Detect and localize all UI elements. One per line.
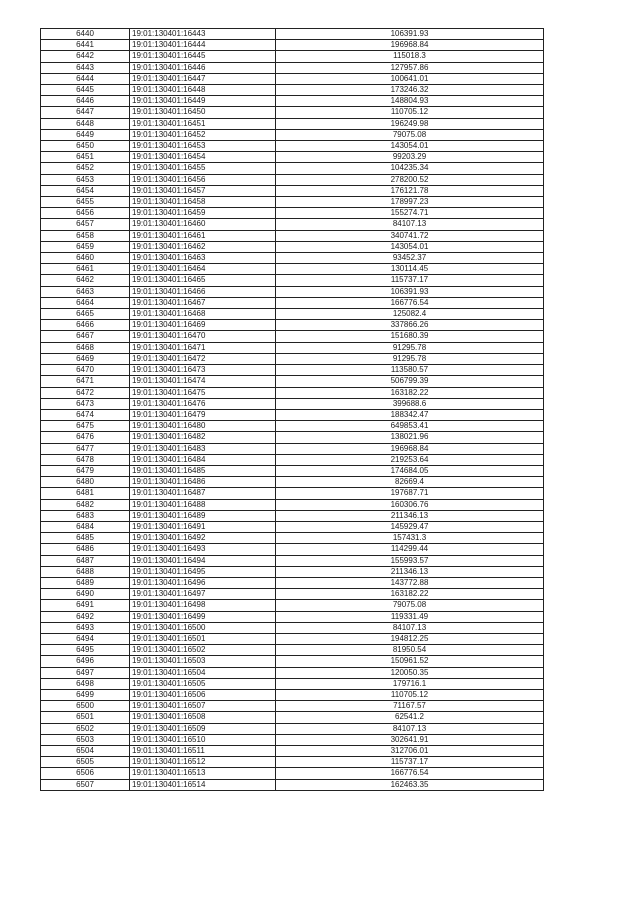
row-number-cell: 6479 [41, 465, 130, 476]
cadastral-number-cell: 19:01:130401:16463 [130, 253, 276, 264]
table-row [41, 331, 544, 342]
amount-cell: 104235.34 [276, 163, 544, 174]
row-number-cell: 6471 [41, 376, 130, 387]
row-number-cell: 6506 [41, 768, 130, 779]
row-number-cell: 6442 [41, 51, 130, 62]
table-row [41, 768, 544, 779]
row-number-cell: 6482 [41, 499, 130, 510]
amount-cell: 79075.08 [276, 129, 544, 140]
cadastral-number-cell: 19:01:130401:16505 [130, 678, 276, 689]
cadastral-number-cell: 19:01:130401:16444 [130, 40, 276, 51]
table-row [41, 645, 544, 656]
amount-cell: 99203.29 [276, 152, 544, 163]
amount-cell: 196968.84 [276, 443, 544, 454]
table-row [41, 633, 544, 644]
row-number-cell: 6484 [41, 521, 130, 532]
cadastral-number-cell: 19:01:130401:16456 [130, 174, 276, 185]
table-row [41, 342, 544, 353]
amount-cell: 155993.57 [276, 555, 544, 566]
table-row [41, 533, 544, 544]
row-number-cell: 6460 [41, 253, 130, 264]
amount-cell: 197687.71 [276, 488, 544, 499]
amount-cell: 120050.35 [276, 667, 544, 678]
cadastral-number-cell: 19:01:130401:16460 [130, 219, 276, 230]
amount-cell: 148804.93 [276, 96, 544, 107]
table-row [41, 488, 544, 499]
table-row [41, 208, 544, 219]
amount-cell: 114299.44 [276, 544, 544, 555]
cadastral-number-cell: 19:01:130401:16487 [130, 488, 276, 499]
amount-cell: 84107.13 [276, 219, 544, 230]
cadastral-number-cell: 19:01:130401:16510 [130, 734, 276, 745]
amount-cell: 71167.57 [276, 701, 544, 712]
cadastral-number-cell: 19:01:130401:16498 [130, 600, 276, 611]
amount-cell: 155274.71 [276, 208, 544, 219]
cadastral-number-cell: 19:01:130401:16472 [130, 353, 276, 364]
cadastral-number-cell: 19:01:130401:16448 [130, 85, 276, 96]
row-number-cell: 6489 [41, 577, 130, 588]
amount-cell: 337866.26 [276, 320, 544, 331]
cadastral-number-cell: 19:01:130401:16500 [130, 622, 276, 633]
amount-cell: 179716.1 [276, 678, 544, 689]
table-row [41, 477, 544, 488]
table-row [41, 73, 544, 84]
cadastral-number-cell: 19:01:130401:16479 [130, 409, 276, 420]
cadastral-number-cell: 19:01:130401:16513 [130, 768, 276, 779]
cadastral-number-cell: 19:01:130401:16466 [130, 286, 276, 297]
amount-cell: 79075.08 [276, 600, 544, 611]
amount-cell: 84107.13 [276, 622, 544, 633]
table-row [41, 309, 544, 320]
table-row [41, 667, 544, 678]
cadastral-number-cell: 19:01:130401:16468 [130, 309, 276, 320]
row-number-cell: 6458 [41, 230, 130, 241]
row-number-cell: 6445 [41, 85, 130, 96]
cadastral-number-cell: 19:01:130401:16467 [130, 297, 276, 308]
cadastral-number-cell: 19:01:130401:16494 [130, 555, 276, 566]
row-number-cell: 6454 [41, 185, 130, 196]
row-number-cell: 6451 [41, 152, 130, 163]
table-row [41, 253, 544, 264]
row-number-cell: 6472 [41, 387, 130, 398]
table-row [41, 443, 544, 454]
row-number-cell: 6480 [41, 477, 130, 488]
row-number-cell: 6452 [41, 163, 130, 174]
table-row [41, 544, 544, 555]
cadastral-number-cell: 19:01:130401:16501 [130, 633, 276, 644]
amount-cell: 143054.01 [276, 141, 544, 152]
table-row [41, 746, 544, 757]
row-number-cell: 6497 [41, 667, 130, 678]
cadastral-number-cell: 19:01:130401:16504 [130, 667, 276, 678]
row-number-cell: 6466 [41, 320, 130, 331]
amount-cell: 106391.93 [276, 29, 544, 40]
row-number-cell: 6478 [41, 454, 130, 465]
row-number-cell: 6448 [41, 118, 130, 129]
row-number-cell: 6494 [41, 633, 130, 644]
table-row [41, 62, 544, 73]
amount-cell: 106391.93 [276, 286, 544, 297]
table-row [41, 241, 544, 252]
amount-cell: 278200.52 [276, 174, 544, 185]
cadastral-number-cell: 19:01:130401:16495 [130, 566, 276, 577]
cadastral-number-cell: 19:01:130401:16461 [130, 230, 276, 241]
table-row [41, 353, 544, 364]
table-row [41, 275, 544, 286]
table-row [41, 118, 544, 129]
cadastral-number-cell: 19:01:130401:16476 [130, 398, 276, 409]
amount-cell: 194812.25 [276, 633, 544, 644]
amount-cell: 160306.76 [276, 499, 544, 510]
cadastral-number-cell: 19:01:130401:16451 [130, 118, 276, 129]
table-row [41, 365, 544, 376]
amount-cell: 82669.4 [276, 477, 544, 488]
amount-cell: 312706.01 [276, 746, 544, 757]
amount-cell: 188342.47 [276, 409, 544, 420]
table-row [41, 454, 544, 465]
table-row [41, 85, 544, 96]
amount-cell: 176121.78 [276, 185, 544, 196]
amount-cell: 130114.45 [276, 264, 544, 275]
row-number-cell: 6463 [41, 286, 130, 297]
cadastral-number-cell: 19:01:130401:16470 [130, 331, 276, 342]
row-number-cell: 6455 [41, 197, 130, 208]
cadastral-number-cell: 19:01:130401:16497 [130, 589, 276, 600]
table-row [41, 734, 544, 745]
amount-cell: 163182.22 [276, 589, 544, 600]
amount-cell: 84107.13 [276, 723, 544, 734]
row-number-cell: 6491 [41, 600, 130, 611]
row-number-cell: 6481 [41, 488, 130, 499]
amount-cell: 113580.57 [276, 365, 544, 376]
table-row [41, 723, 544, 734]
row-number-cell: 6486 [41, 544, 130, 555]
cadastral-number-cell: 19:01:130401:16483 [130, 443, 276, 454]
row-number-cell: 6440 [41, 29, 130, 40]
row-number-cell: 6483 [41, 510, 130, 521]
amount-cell: 174684.05 [276, 465, 544, 476]
table-row [41, 611, 544, 622]
cadastral-number-cell: 19:01:130401:16485 [130, 465, 276, 476]
table-row [41, 577, 544, 588]
table-row [41, 712, 544, 723]
cadastral-number-cell: 19:01:130401:16446 [130, 62, 276, 73]
cadastral-number-cell: 19:01:130401:16452 [130, 129, 276, 140]
amount-cell: 91295.78 [276, 342, 544, 353]
row-number-cell: 6457 [41, 219, 130, 230]
amount-cell: 81950.54 [276, 645, 544, 656]
cadastral-number-cell: 19:01:130401:16474 [130, 376, 276, 387]
table-row [41, 29, 544, 40]
amount-cell: 138021.96 [276, 432, 544, 443]
row-number-cell: 6505 [41, 757, 130, 768]
row-number-cell: 6500 [41, 701, 130, 712]
cadastral-number-cell: 19:01:130401:16450 [130, 107, 276, 118]
table-row [41, 678, 544, 689]
amount-cell: 115018.3 [276, 51, 544, 62]
cadastral-number-cell: 19:01:130401:16458 [130, 197, 276, 208]
cadastral-number-cell: 19:01:130401:16493 [130, 544, 276, 555]
row-number-cell: 6441 [41, 40, 130, 51]
amount-cell: 399688.6 [276, 398, 544, 409]
amount-cell: 93452.37 [276, 253, 544, 264]
table-row [41, 163, 544, 174]
row-number-cell: 6498 [41, 678, 130, 689]
table-row [41, 566, 544, 577]
table-row [41, 174, 544, 185]
cadastral-number-cell: 19:01:130401:16507 [130, 701, 276, 712]
row-number-cell: 6470 [41, 365, 130, 376]
cadastral-number-cell: 19:01:130401:16462 [130, 241, 276, 252]
amount-cell: 62541.2 [276, 712, 544, 723]
cadastral-number-cell: 19:01:130401:16459 [130, 208, 276, 219]
row-number-cell: 6446 [41, 96, 130, 107]
table-row [41, 779, 544, 790]
table-row [41, 96, 544, 107]
cadastral-number-cell: 19:01:130401:16496 [130, 577, 276, 588]
cadastral-number-cell: 19:01:130401:16445 [130, 51, 276, 62]
row-number-cell: 6462 [41, 275, 130, 286]
row-number-cell: 6496 [41, 656, 130, 667]
amount-cell: 115737.17 [276, 757, 544, 768]
table-row [41, 600, 544, 611]
table-row [41, 499, 544, 510]
cadastral-number-cell: 19:01:130401:16454 [130, 152, 276, 163]
table-row [41, 701, 544, 712]
amount-cell: 211346.13 [276, 510, 544, 521]
amount-cell: 91295.78 [276, 353, 544, 364]
row-number-cell: 6507 [41, 779, 130, 790]
row-number-cell: 6504 [41, 746, 130, 757]
table-row [41, 107, 544, 118]
table-row [41, 286, 544, 297]
row-number-cell: 6449 [41, 129, 130, 140]
table-row [41, 521, 544, 532]
row-number-cell: 6464 [41, 297, 130, 308]
cadastral-number-cell: 19:01:130401:16511 [130, 746, 276, 757]
cadastral-number-cell: 19:01:130401:16492 [130, 533, 276, 544]
row-number-cell: 6499 [41, 689, 130, 700]
amount-cell: 110705.12 [276, 107, 544, 118]
cadastral-number-cell: 19:01:130401:16453 [130, 141, 276, 152]
table-row [41, 510, 544, 521]
row-number-cell: 6465 [41, 309, 130, 320]
amount-cell: 162463.35 [276, 779, 544, 790]
row-number-cell: 6456 [41, 208, 130, 219]
row-number-cell: 6443 [41, 62, 130, 73]
table-row [41, 409, 544, 420]
amount-cell: 211346.13 [276, 566, 544, 577]
cadastral-number-cell: 19:01:130401:16488 [130, 499, 276, 510]
table-row [41, 264, 544, 275]
row-number-cell: 6469 [41, 353, 130, 364]
data-table [40, 28, 544, 791]
cadastral-number-cell: 19:01:130401:16443 [130, 29, 276, 40]
table-row [41, 465, 544, 476]
row-number-cell: 6485 [41, 533, 130, 544]
table-row [41, 376, 544, 387]
table-body [41, 29, 544, 791]
table-row [41, 185, 544, 196]
table-row [41, 656, 544, 667]
amount-cell: 196249.98 [276, 118, 544, 129]
row-number-cell: 6476 [41, 432, 130, 443]
cadastral-number-cell: 19:01:130401:16512 [130, 757, 276, 768]
cadastral-number-cell: 19:01:130401:16475 [130, 387, 276, 398]
table-row [41, 689, 544, 700]
cadastral-number-cell: 19:01:130401:16491 [130, 521, 276, 532]
cadastral-number-cell: 19:01:130401:16486 [130, 477, 276, 488]
amount-cell: 163182.22 [276, 387, 544, 398]
amount-cell: 110705.12 [276, 689, 544, 700]
cadastral-number-cell: 19:01:130401:16502 [130, 645, 276, 656]
row-number-cell: 6493 [41, 622, 130, 633]
table-row [41, 219, 544, 230]
amount-cell: 506799.39 [276, 376, 544, 387]
row-number-cell: 6473 [41, 398, 130, 409]
row-number-cell: 6447 [41, 107, 130, 118]
row-number-cell: 6450 [41, 141, 130, 152]
amount-cell: 178997.23 [276, 197, 544, 208]
amount-cell: 196968.84 [276, 40, 544, 51]
cadastral-number-cell: 19:01:130401:16503 [130, 656, 276, 667]
cadastral-number-cell: 19:01:130401:16457 [130, 185, 276, 196]
table-row [41, 320, 544, 331]
row-number-cell: 6467 [41, 331, 130, 342]
cadastral-number-cell: 19:01:130401:16471 [130, 342, 276, 353]
cadastral-number-cell: 19:01:130401:16514 [130, 779, 276, 790]
table-row [41, 51, 544, 62]
cadastral-number-cell: 19:01:130401:16473 [130, 365, 276, 376]
amount-cell: 100641.01 [276, 73, 544, 84]
row-number-cell: 6477 [41, 443, 130, 454]
amount-cell: 150961.52 [276, 656, 544, 667]
table-row [41, 421, 544, 432]
amount-cell: 119331.49 [276, 611, 544, 622]
table-row [41, 152, 544, 163]
row-number-cell: 6495 [41, 645, 130, 656]
amount-cell: 127957.86 [276, 62, 544, 73]
amount-cell: 115737.17 [276, 275, 544, 286]
cadastral-number-cell: 19:01:130401:16469 [130, 320, 276, 331]
cadastral-number-cell: 19:01:130401:16455 [130, 163, 276, 174]
table-row [41, 197, 544, 208]
row-number-cell: 6502 [41, 723, 130, 734]
row-number-cell: 6487 [41, 555, 130, 566]
cadastral-number-cell: 19:01:130401:16449 [130, 96, 276, 107]
row-number-cell: 6492 [41, 611, 130, 622]
cadastral-number-cell: 19:01:130401:16506 [130, 689, 276, 700]
table-row [41, 398, 544, 409]
table-row [41, 297, 544, 308]
row-number-cell: 6490 [41, 589, 130, 600]
row-number-cell: 6459 [41, 241, 130, 252]
amount-cell: 340741.72 [276, 230, 544, 241]
table-row [41, 622, 544, 633]
amount-cell: 173246.32 [276, 85, 544, 96]
amount-cell: 166776.54 [276, 768, 544, 779]
amount-cell: 143772.88 [276, 577, 544, 588]
cadastral-number-cell: 19:01:130401:16480 [130, 421, 276, 432]
table-row [41, 40, 544, 51]
row-number-cell: 6474 [41, 409, 130, 420]
cadastral-number-cell: 19:01:130401:16489 [130, 510, 276, 521]
cadastral-number-cell: 19:01:130401:16508 [130, 712, 276, 723]
cadastral-number-cell: 19:01:130401:16465 [130, 275, 276, 286]
row-number-cell: 6461 [41, 264, 130, 275]
row-number-cell: 6453 [41, 174, 130, 185]
amount-cell: 649853.41 [276, 421, 544, 432]
table-row [41, 141, 544, 152]
table-row [41, 432, 544, 443]
table-row [41, 387, 544, 398]
table-row [41, 589, 544, 600]
amount-cell: 302641.91 [276, 734, 544, 745]
table-row [41, 129, 544, 140]
amount-cell: 151680.39 [276, 331, 544, 342]
cadastral-number-cell: 19:01:130401:16482 [130, 432, 276, 443]
cadastral-number-cell: 19:01:130401:16447 [130, 73, 276, 84]
row-number-cell: 6488 [41, 566, 130, 577]
amount-cell: 166776.54 [276, 297, 544, 308]
row-number-cell: 6468 [41, 342, 130, 353]
cadastral-number-cell: 19:01:130401:16484 [130, 454, 276, 465]
amount-cell: 157431.3 [276, 533, 544, 544]
amount-cell: 125082.4 [276, 309, 544, 320]
amount-cell: 143054.01 [276, 241, 544, 252]
amount-cell: 145929.47 [276, 521, 544, 532]
row-number-cell: 6444 [41, 73, 130, 84]
table-row [41, 757, 544, 768]
row-number-cell: 6501 [41, 712, 130, 723]
cadastral-number-cell: 19:01:130401:16499 [130, 611, 276, 622]
table-row [41, 230, 544, 241]
amount-cell: 219253.64 [276, 454, 544, 465]
cadastral-number-cell: 19:01:130401:16509 [130, 723, 276, 734]
row-number-cell: 6475 [41, 421, 130, 432]
cadastral-number-cell: 19:01:130401:16464 [130, 264, 276, 275]
row-number-cell: 6503 [41, 734, 130, 745]
table-row [41, 555, 544, 566]
